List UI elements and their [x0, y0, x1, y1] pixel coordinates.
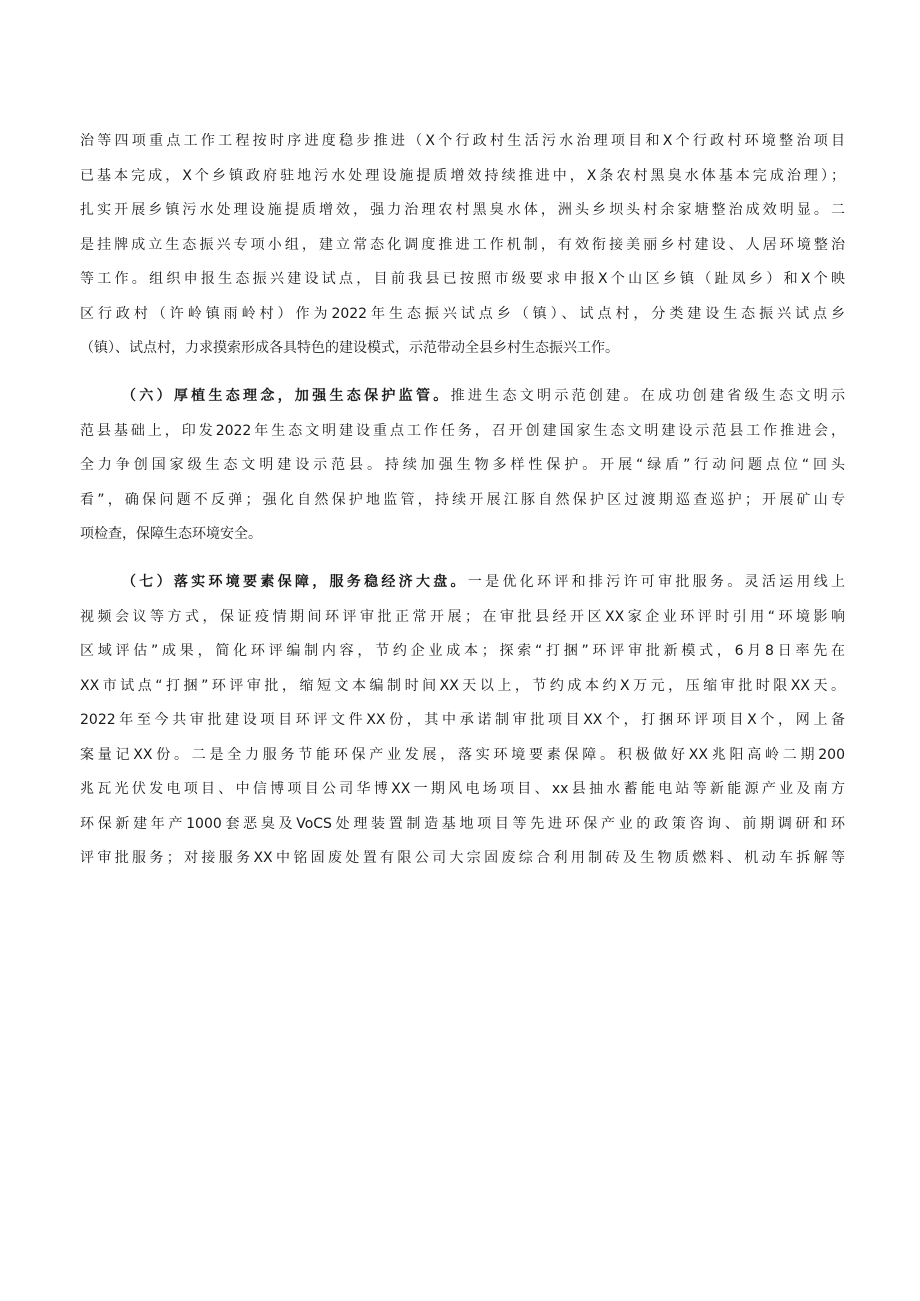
text-line: 是挂牌成立生态振兴专项小组，建立常态化调度推进工作机制，有效衔接美丽乡村建设、人居环境整治 [80, 236, 845, 253]
text-line: 看”，确保问题不反弹；强化自然保护地监管，持续开展江豚自然保护区过渡期巡查巡护；开展矿山专 [80, 491, 845, 508]
text-line: 等工作。组织申报生态振兴建设试点，目前我县已按照市级要求申报X个山区乡镇（趾凤乡）和X个映 [80, 271, 845, 287]
text-line: XX市试点“打捆”环评审批，缩短文本编制时间XX天以上，节约成本约X万元，压缩审批时限XX天。 [80, 677, 845, 694]
text-line: 治等四项重点工作工程按时序进度稳步推进（X个行政村生活污水治理项目和X个行政村环境整治项目 [80, 133, 845, 149]
text-line: 案量记XX份。二是全力服务节能环保产业发展，落实环境要素保障。积极做好XX兆阳高岭二期200 [80, 746, 845, 763]
text-line: 兆瓦光伏发电项目、中信博项目公司华博XX一期风电场项目、xx县抽水蓄能电站等新能源产业及南方 [80, 781, 845, 797]
text-line: 范县基础上，印发2022年生态文明建设重点工作任务，召开创建国家生态文明建设示范县工作推进会， [80, 422, 845, 439]
text-line: 2022年至今共审批建设项目环评文件XX份，其中承诺制审批项目XX个，打捆环评项目X个，网上备 [80, 712, 845, 728]
text-line: 视频会议等方式，保证疫情期间环评审批正常开展；在审批县经开区XX家企业环评时引用“环境影响 [80, 608, 845, 625]
paragraph-environment-support [80, 565, 845, 876]
paragraph-first-line [80, 565, 845, 600]
section-heading-6: （六）厚植生态理念，加强生态保护监管。 [122, 388, 451, 404]
text-line: 评审批服务；对接服务XX中铭固废处置有限公司大宗固废综合利用制砖及生物质燃料、机动车拆解等 [80, 850, 845, 866]
paragraph-rural-ecology [80, 124, 845, 366]
text-run: 一是优化环评和排污许可审批服务。灵活运用线上 [467, 574, 845, 590]
text-line: 环保新建年产1000套恶臭及VoCS处理装置制造基地项目等先进环保产业的政策咨询、前期调研和环 [80, 815, 845, 832]
text-line: 已基本完成，X个乡镇政府驻地污水处理设施提质增效持续推进中，X条农村黑臭水体基本完成治理）； [80, 167, 845, 184]
document-page [80, 124, 845, 876]
text-line: 区行政村（许岭镇雨岭村）作为2022年生态振兴试点乡（镇）、试点村，分类建设生态振兴试点乡 [80, 305, 845, 322]
paragraph-first-line [80, 379, 845, 414]
text-line: 扎实开展乡镇污水处理设施提质增效，强力治理农村黑臭水体，洲头乡坝头村余家塘整治成效明显。二 [80, 202, 845, 218]
section-heading-7: （七）落实环境要素保障，服务稳经济大盘。 [122, 574, 468, 590]
text-line: 全力争创国家级生态文明建设示范县。持续加强生物多样性保护。开展“绿盾”行动问题点位“回头 [80, 457, 845, 473]
text-line: （镇）、试点村，力求摸索形成各具特色的建设模式，示范带动全县乡村生态振兴工作。 [80, 340, 619, 356]
text-line: 区域评估”成果，简化环评编制内容，节约企业成本；探索“打捆”环评审批新模式，6月8日率先在 [80, 643, 845, 659]
text-line: 项检查，保障生态环境安全。 [80, 526, 262, 542]
paragraph-ecology-protection [80, 379, 845, 552]
text-run: 推进生态文明示范创建。在成功创建省级生态文明示 [450, 388, 845, 404]
